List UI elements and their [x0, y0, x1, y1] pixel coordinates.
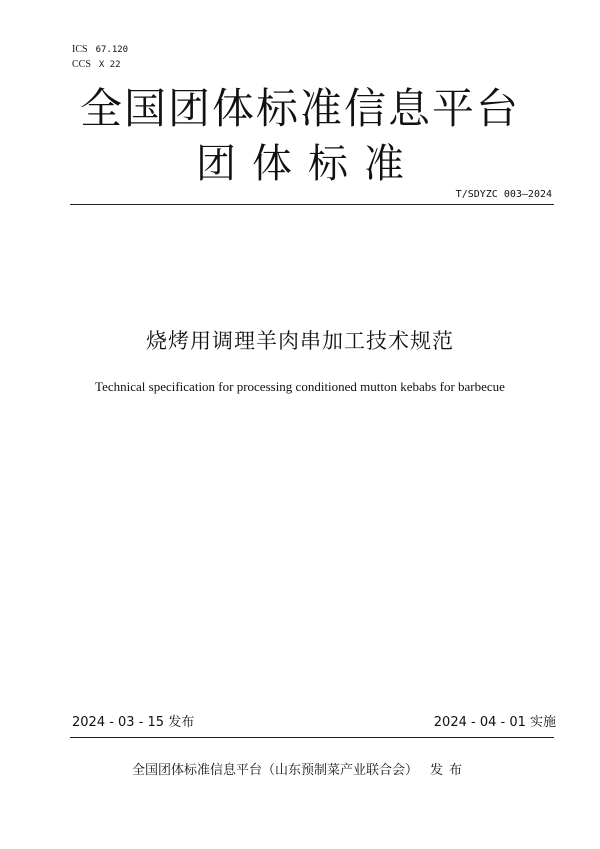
issue-date: 2024 - 03 - 15 发布	[72, 715, 195, 730]
publisher-line	[0, 762, 600, 780]
ccs-classification	[72, 58, 121, 72]
publisher-name: 全国团体标准信息平台（山东预制菜产业联合会）	[131, 763, 418, 778]
ics-code: 67.120	[95, 45, 129, 55]
footer-divider	[70, 737, 554, 738]
standard-type-heading: 团体标准	[196, 141, 420, 187]
ccs-label: CCS	[72, 59, 91, 70]
header-divider	[70, 204, 554, 205]
publisher-action: 发布	[430, 763, 469, 778]
ccs-code: X 22	[98, 60, 121, 70]
ics-label: ICS	[72, 44, 88, 55]
implementation-date: 2024 - 04 - 01 实施	[433, 715, 556, 730]
standard-number: T/SDYZC 003—2024	[455, 189, 552, 200]
ics-classification	[72, 43, 128, 57]
platform-title: 全国团体标准信息平台	[79, 84, 520, 133]
chinese-title: 烧烤用调理羊肉串加工技术规范	[146, 329, 454, 353]
english-title: Technical specification for processing conditioned mutton kebabs for barbecue	[95, 379, 505, 394]
